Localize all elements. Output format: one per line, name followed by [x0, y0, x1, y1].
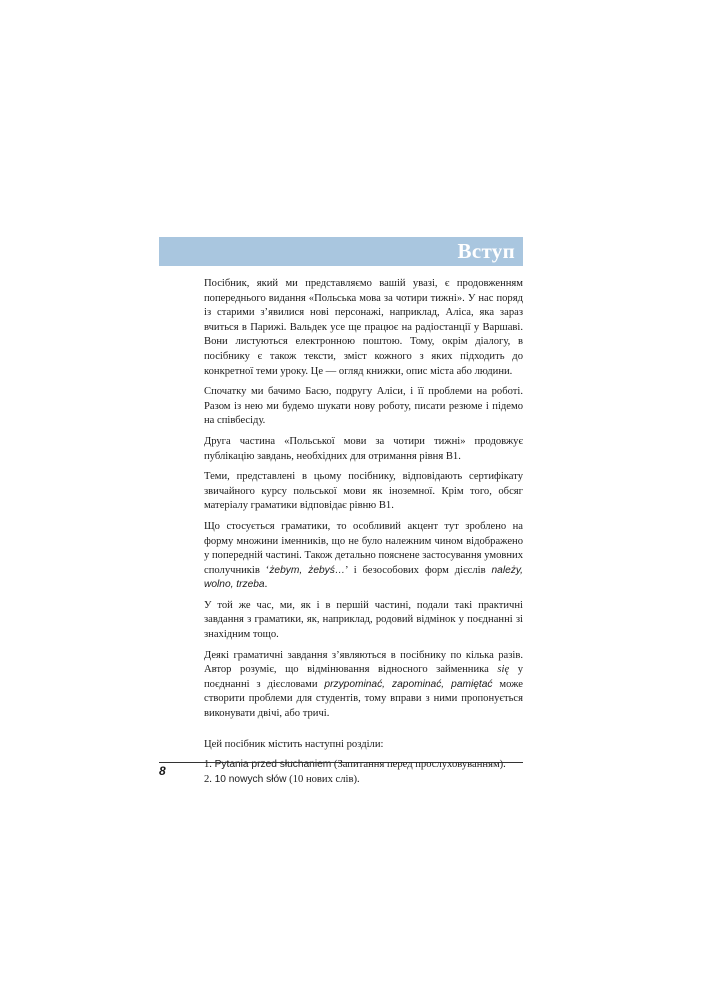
paragraph: Спочатку ми бачимо Басю, подругу Аліси, і її проблеми на роботі. Разом із нею ми будемо шукати нову роботу, писати резюме і підемо на співбесіду.	[204, 386, 523, 427]
paragraph-grammar	[204, 520, 523, 593]
text: Деякі граматичні завдання з’являються в посібнику по кілька разів. Автор розуміє, що відмінювання відносного займенника	[204, 649, 523, 676]
paragraph-pronoun	[204, 649, 523, 722]
list-number: 1.	[204, 759, 212, 771]
polish-verbs: przypominać, zapominać, pamiętać	[324, 678, 493, 690]
list-ukrainian: (10 нових слів).	[286, 773, 360, 785]
polish-conjunctions: żebym, żebyś…	[269, 564, 346, 576]
list-polish: Pytania przed słuchaniem	[214, 759, 332, 771]
paragraph: Посібник, який ми представляємо вашій увазі, є продовженням попереднього видання «Польська мова за чотири тижні». У нас поряд із старими з’явилися нові персонажі, наприклад, Аліса, яка зараз вчиться в Парижі. Вальдек усе ще працює на радіостанції у Варшаві. Вони листуються електронною поштою. Тому, окрім діалогу, в посібнику є також тексти, зміст кожного з яких підходить до конкретної теми уроку. Це — огляд книжки, опис міста або людини.	[204, 278, 523, 377]
list-number: 2.	[204, 773, 212, 785]
list-item	[204, 773, 523, 788]
list-polish: 10 nowych słów	[214, 773, 287, 785]
text: у поєднанні з дієсловами	[204, 664, 523, 690]
text: може створити проблеми для студентів, тому вправи з ними пропонується виконувати двічі, або тричі.	[204, 678, 523, 720]
paragraph: У той же час, ми, як і в першій частині, подали такі практичні завдання з граматики, як, наприклад, родовий відмінок у поєднанні зі знахідним тощо.	[204, 599, 523, 641]
list-item	[204, 758, 523, 773]
paragraph: Теми, представлені в цьому посібнику, відповідають сертифікату звичайного курсу польської мови як іноземної. Крім того, обсяг матеріалу граматики відповідає рівню В1.	[204, 471, 523, 512]
footer-divider	[159, 762, 523, 763]
polish-pronoun: się	[497, 664, 510, 676]
body-text	[204, 277, 523, 787]
section-banner	[159, 237, 523, 266]
page-number: 8	[159, 764, 166, 778]
sections-intro: Цей посібник містить наступні розділи:	[204, 738, 384, 750]
list-ukrainian: (Запитання перед прослуховуванням).	[331, 759, 506, 771]
paragraph: Друга частина «Польської мови за чотири тижні» продовжує публікацію завдань, необхідних для отримання рівня В1.	[204, 435, 523, 462]
polish-verbs: należy, wolno, trzeba	[204, 564, 524, 591]
text: ’ і безособових форм дієслів	[345, 564, 492, 576]
section-title: Вступ	[457, 239, 515, 263]
text: Що стосується граматики, то особливий акцент тут зроблено на форму множини іменників, що не було належним чином відображено у попередній частині. Також детально пояснене застосування умовних сполучників ‘	[204, 520, 523, 576]
text: .	[264, 579, 268, 591]
